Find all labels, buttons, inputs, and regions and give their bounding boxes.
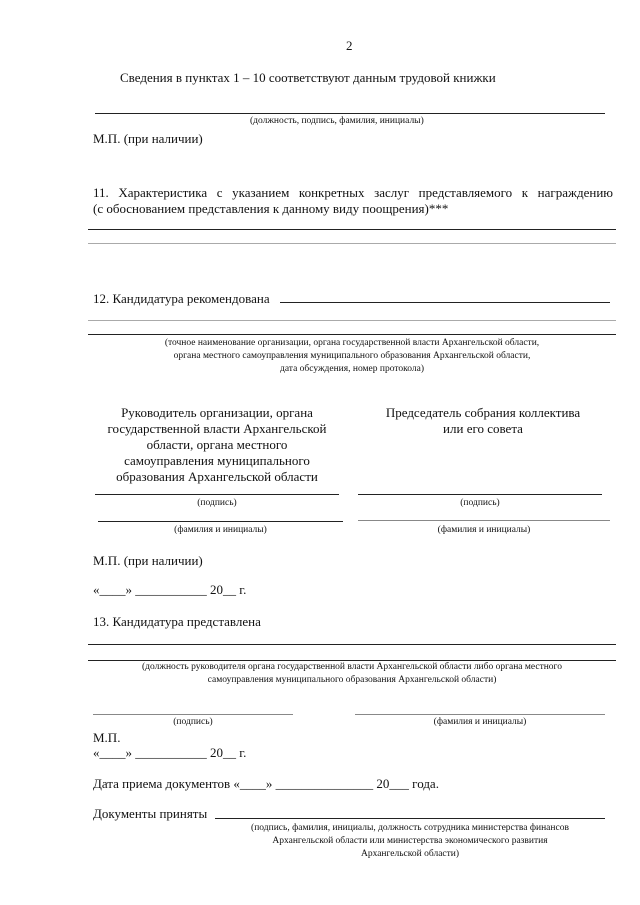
- item13-caption: [88, 661, 616, 687]
- acceptance-date: Дата приема документов «____» _______________ 20___ года.: [93, 776, 439, 791]
- left-signature-caption: (подпись): [197, 498, 237, 508]
- left-heading-line: Руководитель организации, органа: [121, 405, 313, 420]
- item13-name-caption: (фамилия и инициалы): [433, 717, 527, 727]
- docs-accepted-label: Документы приняты: [93, 806, 208, 821]
- item13-signature-line[interactable]: [93, 714, 293, 715]
- docs-caption-line: Архангельской области): [360, 849, 460, 859]
- right-heading-line: Председатель собрания коллектива: [385, 405, 581, 420]
- item12-fill-line[interactable]: [280, 302, 610, 303]
- item13-label: 13. Кандидатура представлена: [93, 614, 261, 629]
- item12-line-3[interactable]: [88, 334, 616, 335]
- item13-signature-caption: (подпись): [173, 717, 213, 727]
- item13-caption-line: самоуправления муниципального образования Архангельской области): [207, 675, 497, 685]
- item13-line-1[interactable]: [88, 644, 616, 645]
- item12-caption-line: (точное наименование организации, органа государственной власти Архангельской области,: [164, 338, 540, 348]
- right-name-line[interactable]: [358, 520, 610, 521]
- item12-label: 12. Кандидатура рекомендована: [93, 291, 270, 306]
- docs-accepted-caption: [210, 822, 610, 861]
- left-heading-line: государственной власти Архангельской: [107, 421, 327, 436]
- right-name-caption: (фамилия и инициалы): [437, 525, 531, 535]
- item12-caption-line: дата обсуждения, номер протокола): [280, 364, 424, 374]
- left-name-caption: (фамилия и инициалы): [174, 525, 267, 535]
- page-number: 2: [346, 38, 353, 53]
- left-signatory-heading: [92, 405, 342, 485]
- intro-text: Сведения в пунктах 1 – 10 соответствуют данным трудовой книжки: [120, 70, 496, 85]
- item12-caption-line: органа местного самоуправления муниципального образования Архангельской области,: [173, 351, 531, 361]
- mp-label-1: М.П. (при наличии): [93, 131, 203, 146]
- date-line-1: «____» ___________ 20__ г.: [93, 582, 247, 597]
- item12-caption: [88, 337, 616, 376]
- docs-accepted-line[interactable]: [215, 818, 605, 819]
- mp-label-3: М.П.: [93, 730, 121, 745]
- docs-caption-line: Архангельской области или министерства экономического развития: [272, 836, 548, 846]
- item11-line-1[interactable]: [88, 229, 616, 230]
- item13-caption-line: (должность руководителя органа государственной власти Архангельской области либо органа местного: [142, 662, 562, 672]
- left-heading-line: области, органа местного: [146, 437, 288, 452]
- item13-name-line[interactable]: [355, 714, 605, 715]
- left-heading-line: образования Архангельской области: [116, 469, 318, 484]
- signature-caption-1: (должность, подпись, фамилия, инициалы): [250, 116, 424, 126]
- right-signature-line[interactable]: [358, 494, 602, 495]
- right-signatory-heading: [358, 405, 608, 437]
- item12-line-2[interactable]: [88, 320, 616, 321]
- item11-heading: 11. Характеристика с указанием конкретных заслуг представляемого к награждению: [93, 185, 613, 200]
- item11-line-2[interactable]: [88, 243, 616, 244]
- signature-line-1[interactable]: [95, 113, 605, 114]
- mp-label-2: М.П. (при наличии): [93, 553, 203, 568]
- date-line-2: «____» ___________ 20__ г.: [93, 745, 247, 760]
- left-signature-line[interactable]: [95, 494, 339, 495]
- docs-caption-line: (подпись, фамилия, инициалы, должность сотрудника министерства финансов: [251, 823, 569, 833]
- right-signature-caption: (подпись): [460, 498, 500, 508]
- left-heading-line: самоуправления муниципального: [124, 453, 310, 468]
- left-name-line[interactable]: [98, 521, 343, 522]
- item11-subheading: (с обоснованием представления к данному виду поощрения)***: [93, 201, 449, 216]
- right-heading-line: или его совета: [443, 421, 523, 436]
